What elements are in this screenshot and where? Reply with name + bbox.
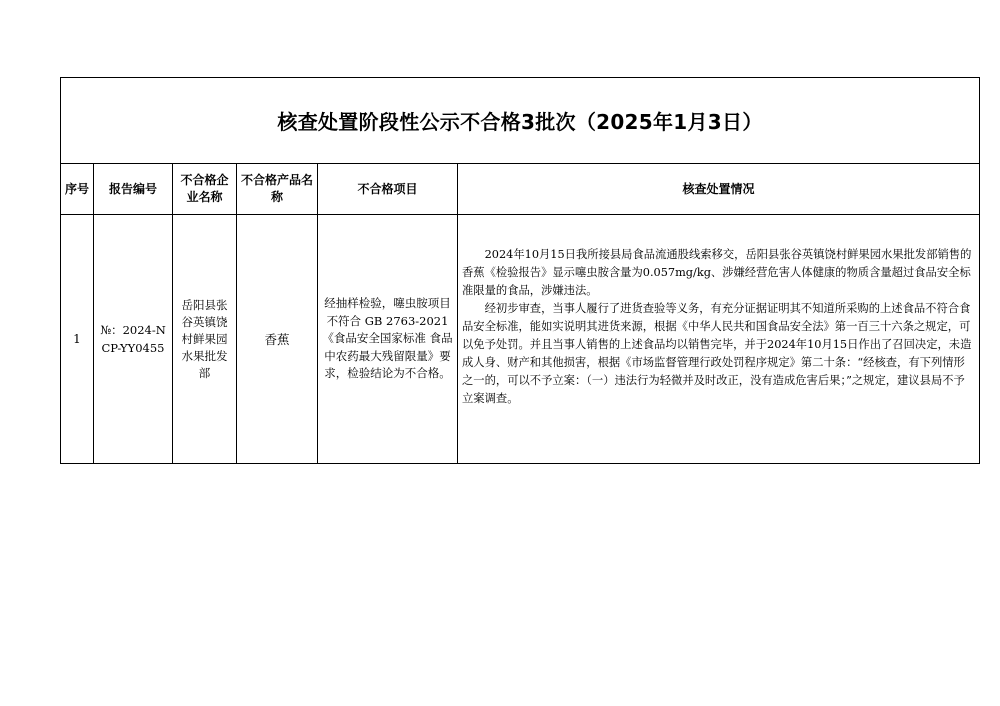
handling-paragraph-1: 2024年10月15日我所接县局食品流通股线索移交，岳阳县张谷英镇饶村鲜果园水果批发部销售的香蕉《检验报告》显示噻虫胺含量为0.057mg/kg、涉嫌经营危害人体健康的物质含量超过食品安全标准限量的食品，涉嫌违法。 (462, 248, 972, 297)
page-title: 核查处置阶段性公示不合格3批次（2025年1月3日） (61, 78, 980, 164)
header-product: 不合格产品名称 (237, 164, 318, 215)
cell-product: 香蕉 (237, 215, 318, 464)
cell-handling (458, 215, 980, 464)
header-company: 不合格企业名称 (173, 164, 237, 215)
header-handling: 核查处置情况 (458, 164, 980, 215)
header-report-no: 报告编号 (94, 164, 173, 215)
cell-report-no: №：2024-NCP-YY0455 (94, 215, 173, 464)
handling-paragraph-2: 经初步审查，当事人履行了进货查验等义务，有充分证据证明其不知道所采购的上述食品不符合食品安全标准，能如实说明其进货来源，根据《中华人民共和国食品安全法》第一百三十六条之规定，可以免予处罚。并且当事人销售的上述食品均以销售完毕，并于2024年10月15日作出了召回决定，未造成人身、财产和其他损害，根据《市场监督管理行政处罚程序规定》第二十条：“经核查，有下列情形之一的，可以不予立案：（一）违法行为轻微并及时改正，没有造成危害后果；”之规定，建议县局不予立案调查。 (462, 302, 972, 405)
cell-company: 岳阳县张谷英镇饶村鲜果园水果批发部 (173, 215, 237, 464)
table-row (61, 215, 980, 464)
header-seq: 序号 (61, 164, 94, 215)
header-item: 不合格项目 (318, 164, 458, 215)
table-header-row (61, 164, 980, 215)
cell-seq: 1 (61, 215, 94, 464)
cell-item: 经抽样检验，噻虫胺项目不符合 GB 2763-2021《食品安全国家标准 食品中农药最大残留限量》要求，检验结论为不合格。 (318, 215, 458, 464)
disposal-table (60, 77, 980, 464)
